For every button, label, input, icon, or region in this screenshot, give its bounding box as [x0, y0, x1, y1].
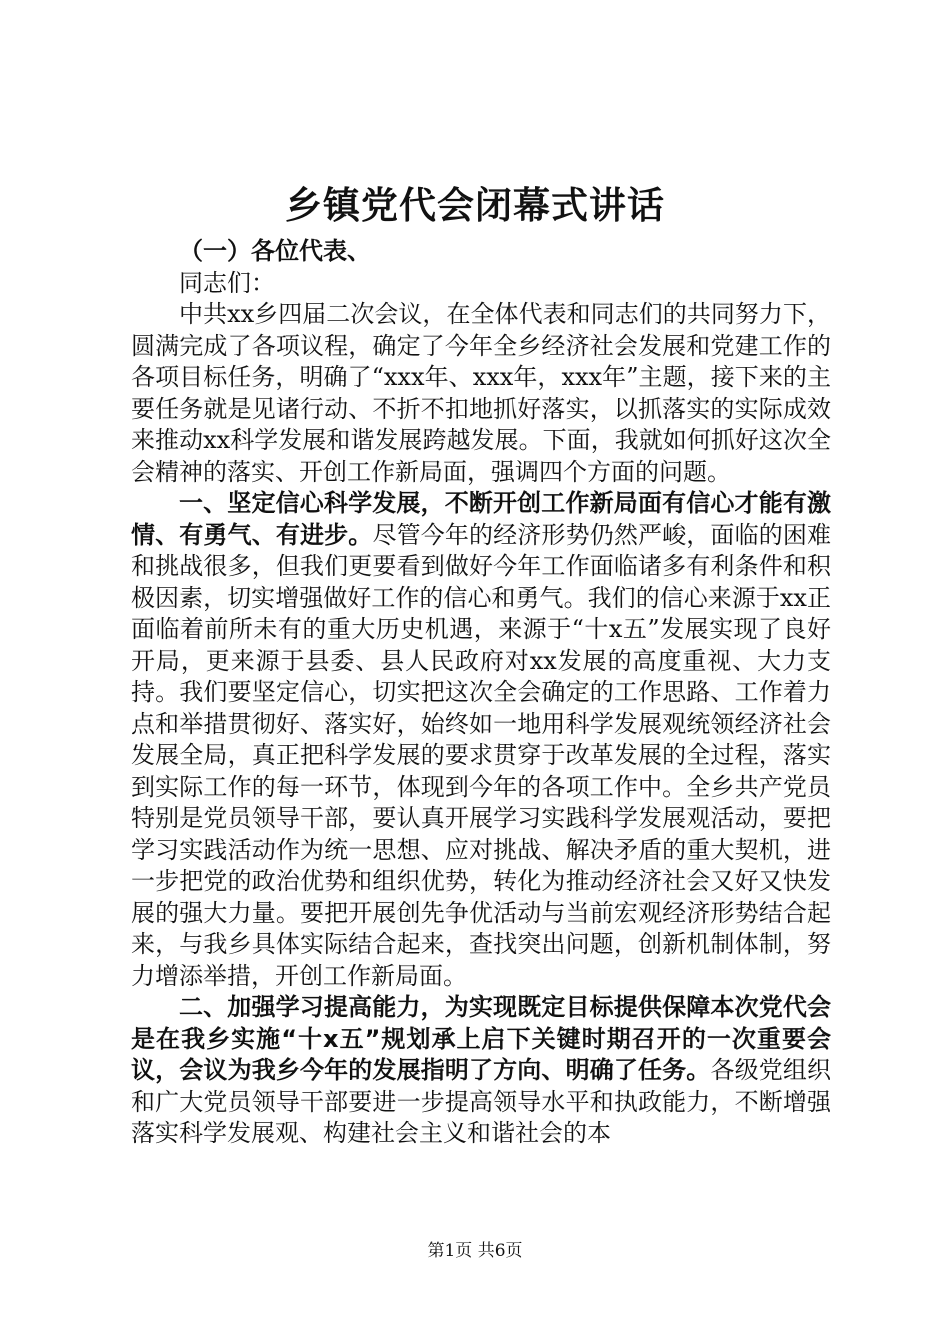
page-footer: 第1页 共6页 [427, 1241, 523, 1261]
page-title: 乡镇党代会闭幕式讲话 [285, 184, 665, 227]
document-body [131, 236, 831, 1150]
section-1-heading: 一、坚定信心科学发展，不断开创工作新局面有信心才能有激情、有勇气、有进步。 [131, 489, 831, 549]
section-1-paragraph [131, 488, 831, 992]
section-2-body: 各级党组织和广大党员领导干部要进一步提高领导水平和执政能力，不断增强落实科学发展观、构建社会主义和谐社会的本 [131, 1056, 832, 1147]
greeting: 同志们： [179, 268, 275, 297]
salutation-heading: （一）各位代表、 [179, 237, 371, 265]
section-2-paragraph [131, 992, 831, 1150]
section-2-heading: 二、加强学习提高能力，为实现既定目标提供保障本次党代会是在我乡实施“十x五”规划承上启下关键时期召开的一次重要会议，会议为我乡今年的发展指明了方向、明确了任务。 [131, 993, 831, 1084]
intro-paragraph: 中共xx乡四届二次会议，在全体代表和同志们的共同努力下，圆满完成了各项议程，确定了今年全乡经济社会发展和党建工作的各项目标任务，明确了“xxx年、xxx年，xxx年”主题，接下来的主要任务就是见诸行动、不折不扣地抓好落实，以抓落实的实际成效来推动xx科学发展和谐发展跨越发展。下面，我就如何抓好这次全会精神的落实、开创工作新局面，强调四个方面的问题。 [131, 300, 831, 486]
section-1-body: 尽管今年的经济形势仍然严峻，面临的困难和挑战很多，但我们更要看到做好今年工作面临诸多有利条件和积极因素，切实增强做好工作的信心和勇气。我们的信心来源于xx正面临着前所未有的重大历史机遇，来源于“十x五”发展实现了良好开局，更来源于县委、县人民政府对xx发展的高度重视、大力支持。我们要坚定信心，切实把这次全会确定的工作思路、工作着力点和举措贯彻好、落实好，始终如一地用科学发展观统领经济社会发展全局，真正把科学发展的要求贯穿于改革发展的全过程，落实到实际工作的每一环节，体现到今年的各项工作中。全乡共产党员特别是党员领导干部，要认真开展学习实践科学发展观活动，要把学习实践活动作为统一思想、应对挑战、解决矛盾的重大契机，进一步把党的政治优势和组织优势，转化为推动经济社会又好又快发展的强大力量。要把开展创先争优活动与当前宏观经济形势结合起来，与我乡具体实际结合起来，查找突出问题，创新机制体制，努力增添举措，开创工作新局面。 [131, 520, 832, 990]
